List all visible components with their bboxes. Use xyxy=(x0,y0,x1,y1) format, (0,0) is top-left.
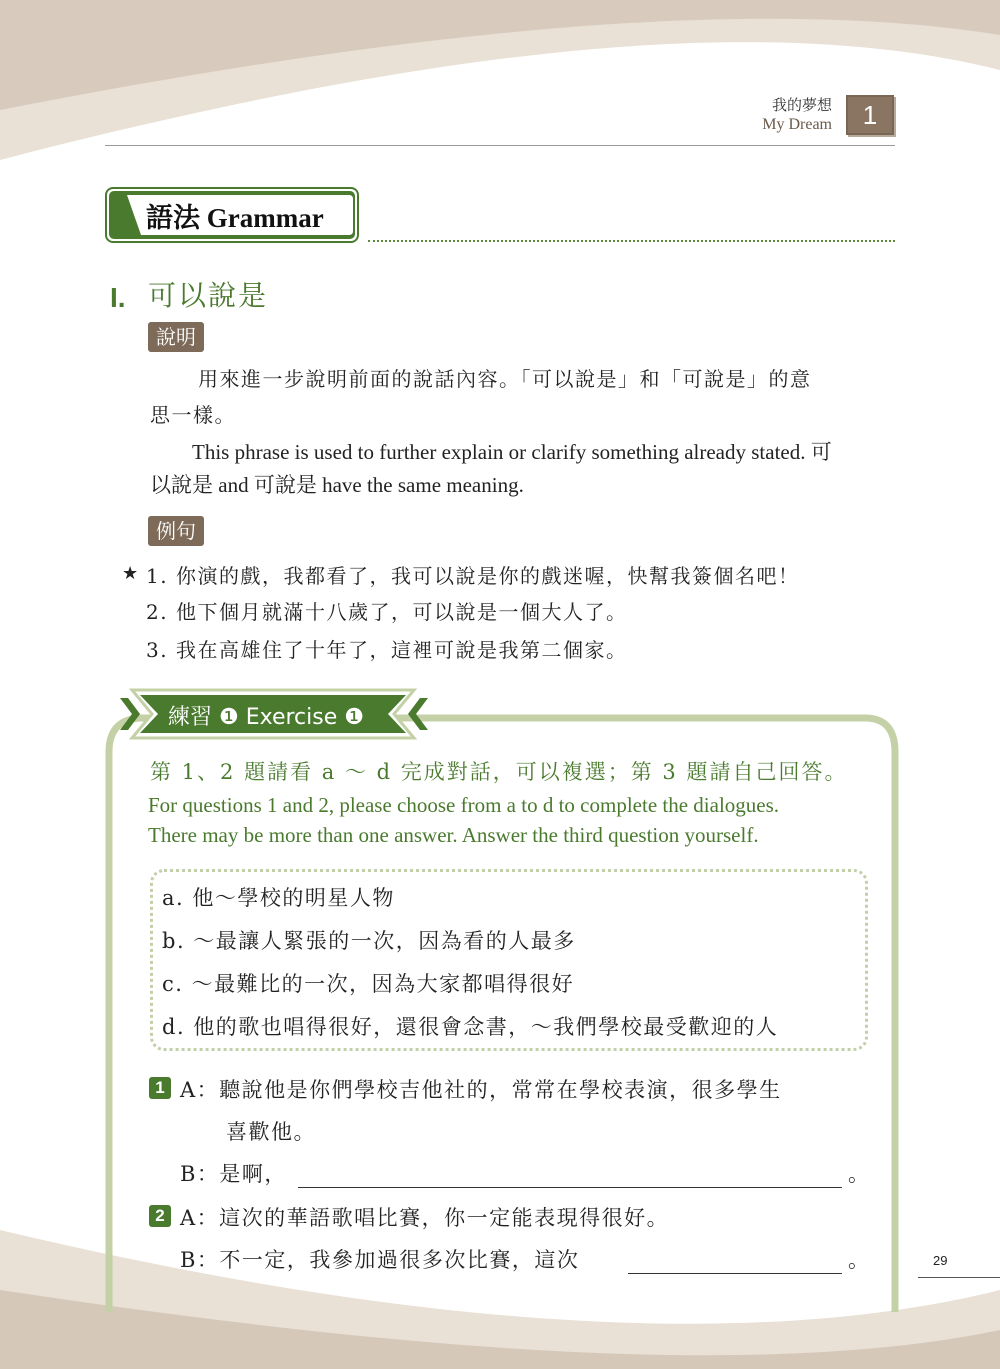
example-2: 2. 他下個月就滿十八歲了，可以說是一個大人了。 xyxy=(146,600,628,624)
question-1-b-prefix: B：是啊， xyxy=(180,1162,287,1186)
choice-c: c. ～最難比的一次，因為大家都唱得很好 xyxy=(162,972,575,996)
examples-tag: 例句 xyxy=(148,516,204,546)
exercise-instruction-en-2: There may be more than one answer. Answer the third question yourself. xyxy=(148,823,759,847)
choice-b: b. ～最讓人緊張的一次，因為看的人最多 xyxy=(162,929,576,953)
question-2-number: 2 xyxy=(149,1205,171,1227)
choice-d: d. 他的歌也唱得很好，還很會念書，～我們學校最受歡迎的人 xyxy=(162,1015,779,1039)
section-title: 可以說是 xyxy=(148,279,269,312)
exercise-instruction-en-1: For questions 1 and 2, please choose from a to d to complete the dialogues. xyxy=(148,793,780,817)
section-number: I. xyxy=(110,282,126,313)
explanation-zh-line-1: 用來進一步說明前面的說話內容。「可以說是」和「可說是」的意 xyxy=(198,367,812,391)
example-3: 3. 我在高雄住了十年了，這裡可說是我第二個家。 xyxy=(146,638,628,662)
star-icon: ★ xyxy=(122,563,139,584)
explanation-tag: 說明 xyxy=(148,322,204,352)
header-divider xyxy=(105,145,895,146)
example-1: 1. 你演的戲，我都看了，我可以說是你的戲迷喔，快幫我簽個名吧！ xyxy=(146,564,800,588)
chapter-title-en: My Dream xyxy=(762,116,832,133)
question-1-end: 。 xyxy=(848,1162,871,1186)
explanation-en-line-1: This phrase is used to further explain or clarify something already stated. 可 xyxy=(192,440,832,464)
question-2-a-line-1: A：這次的華語歌唱比賽，你一定能表現得很好。 xyxy=(180,1206,670,1230)
question-1-number: 1 xyxy=(149,1077,171,1099)
question-2-answer-blank[interactable] xyxy=(628,1273,842,1274)
explanation-en-line-2: 以說是 and 可說是 have the same meaning. xyxy=(150,473,524,497)
explanation-zh-line-2: 思一樣。 xyxy=(150,403,236,427)
grammar-heading: 語法 Grammar xyxy=(146,203,324,233)
question-1-a-line-2: 喜歡他。 xyxy=(226,1120,316,1144)
exercise-instruction-zh: 第 1、2 題請看 a ～ d 完成對話，可以複選；第 3 題請自己回答。 xyxy=(150,760,848,784)
question-1-answer-blank[interactable] xyxy=(298,1187,842,1188)
page-number-rule xyxy=(918,1277,1000,1278)
choice-a: a. 他～學校的明星人物 xyxy=(162,886,395,910)
chapter-title-zh: 我的夢想 xyxy=(771,96,832,114)
question-2-b-prefix: B：不一定，我參加過很多次比賽，這次 xyxy=(180,1248,580,1272)
page-number: 29 xyxy=(933,1253,948,1268)
exercise-banner-label: 練習 ❶ Exercise ❶ xyxy=(168,705,364,730)
question-1-a-line-1: A：聽說他是你們學校吉他社的，常常在學校表演，很多學生 xyxy=(180,1078,782,1102)
grammar-dotted-rule xyxy=(368,240,895,242)
question-2-end: 。 xyxy=(848,1248,871,1272)
chapter-number-badge: 1 xyxy=(846,95,894,135)
